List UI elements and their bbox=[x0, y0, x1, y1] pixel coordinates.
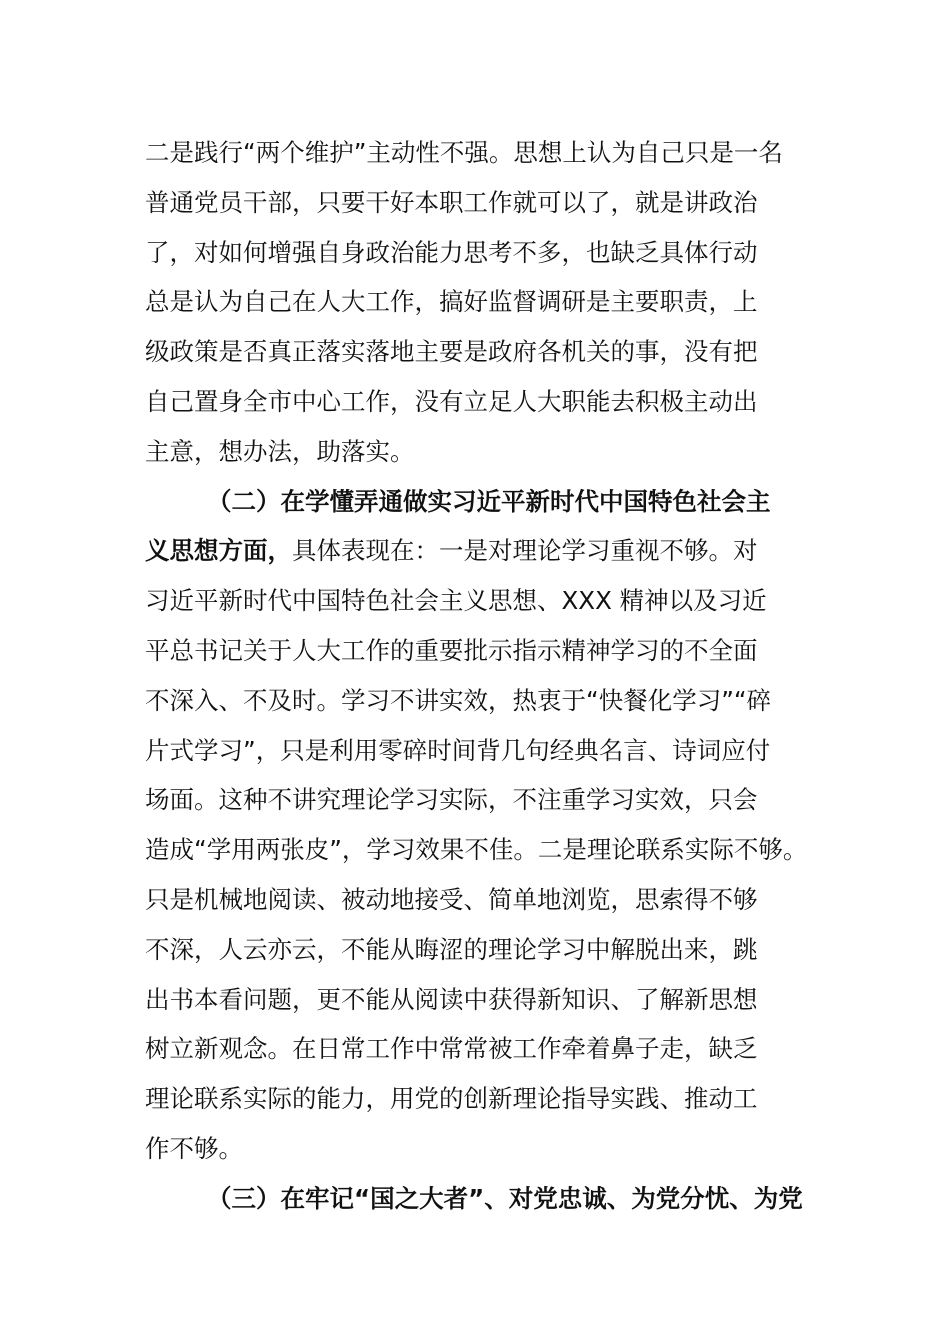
text-line: 习近平新时代中国特色社会主义思想、XXX 精神以及习近 bbox=[145, 586, 767, 616]
text-line: 作不够。 bbox=[145, 1133, 243, 1163]
text-line bbox=[145, 526, 825, 576]
section-heading-end: 义思想方面， bbox=[145, 536, 292, 566]
text-line: 片式学习”，只是利用零碎时间背几句经典名言、诗词应付 bbox=[145, 735, 771, 765]
text-line: 不深，人云亦云，不能从晦涩的理论学习中解脱出来，跳 bbox=[145, 934, 758, 964]
text-line: 级政策是否真正落实落地主要是政府各机关的事，没有把 bbox=[145, 337, 758, 367]
text-line: 理论联系实际的能力，用党的创新理论指导实践、推动工 bbox=[145, 1084, 758, 1114]
text-line: 二是践行“两个维护”主动性不强。思想上认为自己只是一名 bbox=[145, 138, 783, 167]
paragraph-section-two bbox=[145, 477, 825, 1174]
text-line: 自己置身全市中心工作，没有立足人大职能去积极主动出 bbox=[145, 386, 758, 416]
text-line: 了，对如何增强自身政治能力思考不多，也缺乏具体行动 bbox=[145, 237, 758, 267]
text-line: 普通党员干部，只要干好本职工作就可以了，就是讲政治 bbox=[145, 187, 758, 217]
paragraph-section-three bbox=[145, 1174, 825, 1224]
text-line: 造成“学用两张皮”，学习效果不佳。二是理论联系实际不够。 bbox=[145, 835, 808, 865]
text-segment: 具体表现在：一是对理论学习重视不够。对 bbox=[292, 536, 758, 566]
text-line: 树立新观念。在日常工作中常常被工作牵着鼻子走，缺乏 bbox=[145, 1034, 758, 1064]
section-heading: （二）在学懂弄通做实习近平新时代中国特色社会主 bbox=[207, 486, 771, 516]
section-heading: （三）在牢记“国之大者”、对党忠诚、为党分忧、为党 bbox=[207, 1183, 803, 1213]
paragraph-two-is-practice bbox=[145, 128, 825, 477]
document-body bbox=[145, 128, 825, 1224]
text-line: 不深入、不及时。学习不讲实效，热衷于“快餐化学习”“碎 bbox=[145, 685, 772, 715]
text-line: 平总书记关于人大工作的重要批示指示精神学习的不全面 bbox=[145, 635, 758, 665]
text-line: 只是机械地阅读、被动地接受、简单地浏览，思索得不够 bbox=[145, 884, 758, 914]
text-line: 总是认为自己在人大工作，搞好监督调研是主要职责，上 bbox=[145, 287, 758, 317]
text-line: 场面。这种不讲究理论学习实际，不注重学习实效，只会 bbox=[145, 785, 758, 815]
text-line: 出书本看问题，更不能从阅读中获得新知识、了解新思想 bbox=[145, 984, 758, 1014]
text-line: 主意，想办法，助落实。 bbox=[145, 436, 415, 466]
